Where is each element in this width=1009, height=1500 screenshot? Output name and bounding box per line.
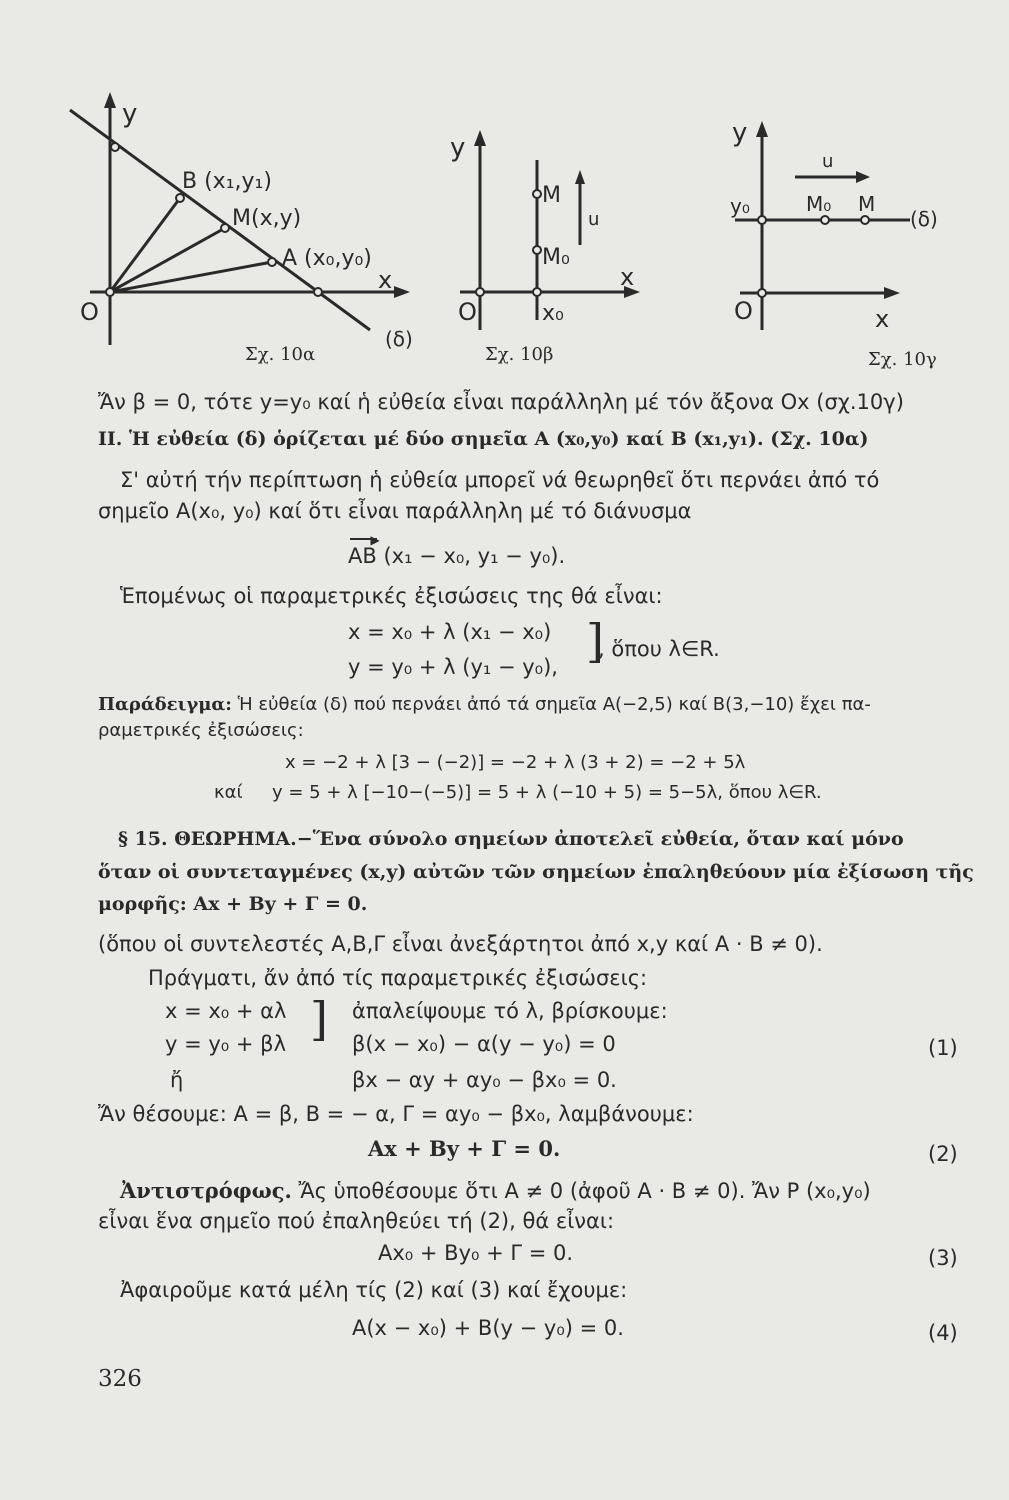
text-line: σημεῖο A(x₀, y₀) καί ὅτι εἶναι παράλληλη μέ τό διάνυσμα bbox=[98, 499, 692, 523]
figure-10b bbox=[430, 120, 670, 380]
theorem-line: ὅταν οἱ συντεταγμένες (x,y) αὐτῶν τῶν σημείων ἐπαληθεύουν μία ἐξίσωση τῆς bbox=[98, 861, 974, 883]
equation-general: Ax + By + Γ = 0. bbox=[368, 1136, 561, 1161]
equation-point: Ax₀ + By₀ + Γ = 0. bbox=[378, 1241, 574, 1265]
fig-b-y-label: y bbox=[450, 133, 466, 163]
equation-number-1: (1) bbox=[928, 1036, 958, 1060]
fig-b-caption: Σχ. 10β bbox=[485, 344, 554, 365]
text-line: ἀπαλείψουμε τό λ, βρίσκουμε: bbox=[352, 999, 668, 1023]
vector-ab-label: AB bbox=[348, 544, 377, 568]
equation-difference: A(x − x₀) + B(y − y₀) = 0. bbox=[352, 1316, 624, 1340]
text-line-parallel-ox: Ἄν β = 0, τότε y=y₀ καί ἡ εὐθεία εἶναι παράλληλη μέ τόν ἄξονα Ox (σχ.10γ) bbox=[98, 390, 904, 414]
text-line: Πράγματι, ἄν ἀπό τίς παραμετρικές ἐξισώσεις: bbox=[148, 966, 648, 990]
fig-b-origin-label: O bbox=[458, 298, 477, 326]
fig-c-x-label: x bbox=[875, 305, 890, 333]
figure-10c bbox=[720, 115, 990, 380]
fig-b-point-m0: M₀ bbox=[542, 245, 570, 270]
example-eq-x: x = −2 + λ [3 − (−2)] = −2 + λ (3 + 2) = −2 + 5λ bbox=[285, 752, 746, 773]
text-line: Ἑπομένως οἱ παραμετρικές ἐξισώσεις της θά εἶναι: bbox=[120, 584, 663, 608]
theorem-line: μορφῆς: Ax + By + Γ = 0. bbox=[98, 893, 368, 915]
fig-c-origin-label: O bbox=[734, 297, 753, 325]
example-eq-y: y = 5 + λ [−10−(−5)] = 5 + λ (−10 + 5) = 5−5λ, ὅπου λ∈R. bbox=[272, 782, 822, 803]
fig-c-point-m: M bbox=[858, 192, 876, 216]
fig-b-x0-label: x₀ bbox=[542, 301, 564, 326]
brace: ] bbox=[310, 992, 328, 1046]
equation-expanded: βx − αy + αy₀ − βx₀ = 0. bbox=[352, 1068, 617, 1092]
fig-b-x-label: x bbox=[620, 263, 635, 291]
fig-a-point-m: M(x,y) bbox=[232, 206, 302, 231]
page-number: 326 bbox=[98, 1366, 142, 1392]
vector-ab-expression bbox=[348, 533, 566, 568]
fig-c-caption: Σχ. 10γ bbox=[868, 349, 937, 370]
param-eq-alpha: x = x₀ + αλ bbox=[165, 999, 287, 1023]
fig-a-x-label: x bbox=[378, 266, 393, 294]
brace: ] bbox=[586, 614, 604, 668]
text-line: ραμετρικές ἐξισώσεις: bbox=[98, 720, 304, 741]
vector-ab: ▶ AB bbox=[348, 533, 380, 568]
fig-c-vector-u: u bbox=[822, 151, 834, 172]
example-paragraph bbox=[98, 694, 871, 715]
theorem-heading: § 15. ΘΕΩΡΗΜΑ.−Ἕνα σύνολο σημείων ἀποτελεῖ εὐθεία, ὅταν καί μόνο bbox=[118, 828, 904, 850]
vector-ab-coords: (x₁ − x₀, y₁ − y₀). bbox=[383, 544, 566, 568]
equation-eliminated: β(x − x₀) − α(y − y₀) = 0 bbox=[352, 1032, 616, 1056]
fig-c-line-label: (δ) bbox=[910, 207, 938, 231]
fig-c-point-m0: M₀ bbox=[806, 192, 832, 216]
section-ii-heading: II. Ἡ εὐθεία (δ) ὁρίζεται μέ δύο σημεῖα A (x₀,y₀) καί B (x₁,y₁). (Σχ. 10α) bbox=[98, 428, 869, 450]
fig-a-y-label: y bbox=[122, 99, 138, 129]
fig-a-point-a: A (x₀,y₀) bbox=[282, 246, 372, 271]
equation-number-2: (2) bbox=[928, 1142, 958, 1166]
param-eq-x: x = x₀ + λ (x₁ − x₀) bbox=[348, 620, 552, 644]
text-line: Σ' αὐτή τήν περίπτωση ἡ εὐθεία μπορεῖ νά θεωρηθεῖ ὅτι περνάει ἀπό τό bbox=[120, 468, 880, 492]
fig-c-y-label: y bbox=[732, 118, 748, 148]
text-line: Ἀφαιροῦμε κατά μέλη τίς (2) καί (3) καί ἔχουμε: bbox=[120, 1278, 628, 1302]
fig-b-point-m: M bbox=[542, 183, 561, 208]
fig-b-vector-u: u bbox=[588, 209, 600, 230]
text-line: Ἄν θέσουμε: A = β, B = − α, Γ = αy₀ − βx₀, λαμβάνουμε: bbox=[98, 1102, 694, 1126]
param-eq-y: y = y₀ + λ (y₁ − y₀), bbox=[348, 655, 558, 679]
converse-text: Ἄς ὑποθέσουμε ὅτι A ≠ 0 (ἀφοῦ A · B ≠ 0). Ἄν P (x₀,y₀) bbox=[298, 1179, 871, 1203]
example-kai: καί bbox=[214, 782, 243, 803]
converse-label: Ἀντιστρόφως. bbox=[120, 1178, 292, 1203]
equation-number-4: (4) bbox=[928, 1321, 958, 1345]
fig-c-y0-label: y₀ bbox=[730, 194, 750, 218]
fig-a-origin-label: O bbox=[80, 298, 99, 326]
example-label: Παράδειγμα: bbox=[98, 694, 232, 715]
fig-a-caption: Σχ. 10α bbox=[245, 344, 316, 365]
fig-a-line-label: (δ) bbox=[385, 327, 413, 351]
figure-10a bbox=[60, 80, 420, 380]
example-text: Ἡ εὐθεία (δ) πού περνάει ἀπό τά σημεῖα A(−2,5) καί B(3,−10) ἔχει πα- bbox=[237, 694, 871, 715]
equation-number-3: (3) bbox=[928, 1246, 958, 1270]
text-line: εἶναι ἕνα σημεῖο πού ἐπαληθεύει τή (2), θά εἶναι: bbox=[98, 1209, 615, 1233]
param-eq-beta: y = y₀ + βλ bbox=[165, 1032, 286, 1056]
fig-a-point-b: B (x₁,y₁) bbox=[182, 169, 272, 194]
text-or: ἤ bbox=[170, 1068, 184, 1092]
text-line: (ὅπου οἱ συντελεστές A,B,Γ εἶναι ἀνεξάρτητοι ἀπό x,y καί A · B ≠ 0). bbox=[98, 932, 823, 956]
converse-paragraph bbox=[120, 1178, 871, 1203]
param-eq-condition: , ὅπου λ∈R. bbox=[598, 637, 720, 661]
